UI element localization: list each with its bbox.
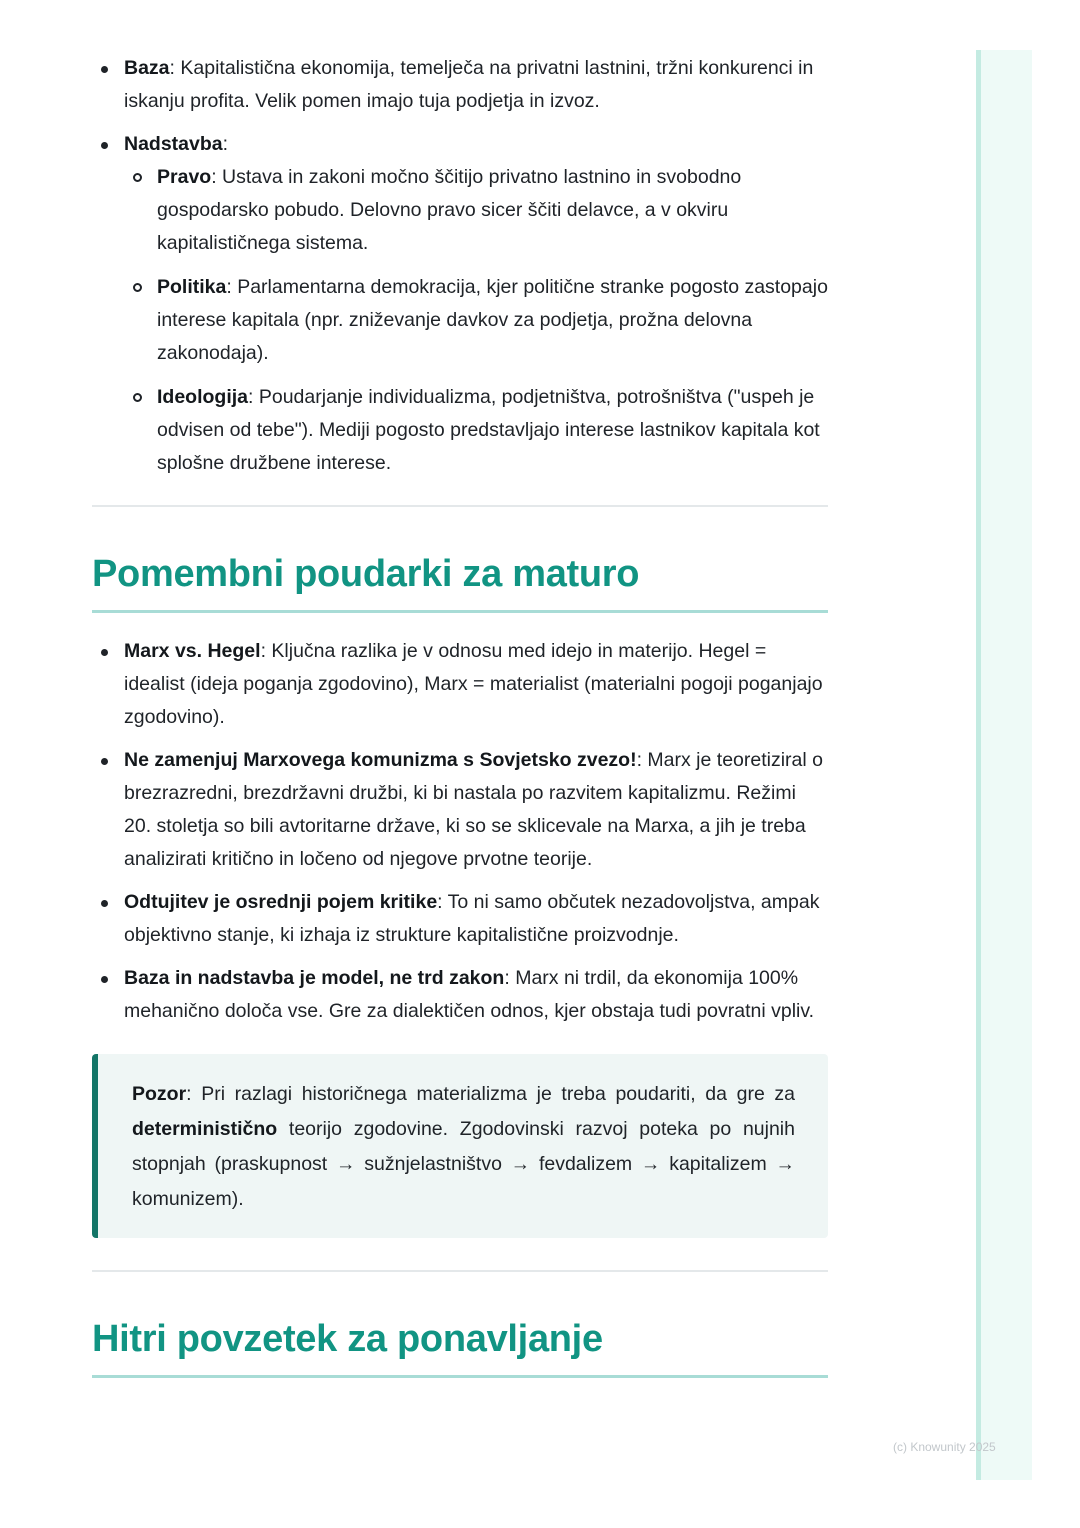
sublist-item bbox=[124, 271, 828, 370]
item-text: : Poudarjanje individualizma, podjetništva, potrošništva ("uspeh je odvisen od tebe"). Mediji pogosto predstavljajo interese lastnikov kapitala kot splošne družbene interese. bbox=[157, 386, 820, 474]
item-text: : Kapitalistična ekonomija, temelječa na privatni lastnini, tržni konkurenci in iskanju profita. Velik pomen imajo tuja podjetja in izvoz. bbox=[124, 57, 814, 112]
side-strip bbox=[976, 50, 1032, 1480]
item-term: Odtujitev je osrednji pojem kritike bbox=[124, 891, 438, 913]
item-term: Nadstavba bbox=[124, 133, 223, 155]
item-text: : Ključna razlika je v odnosu med idejo in materijo. Hegel = idealist (ideja poganja zgodovino), Marx = materialist (materialni pogoji poganjajo zgodovino). bbox=[124, 640, 823, 728]
exam-points-list bbox=[92, 635, 828, 1028]
list-item bbox=[92, 128, 828, 480]
item-term: Ne zamenjuj Marxovega komunizma s Sovjetsko zvezo! bbox=[124, 749, 637, 771]
side-strip-line bbox=[976, 50, 981, 1480]
economy-list bbox=[92, 52, 828, 480]
item-text: : bbox=[222, 133, 229, 155]
item-term: Baza in nadstavba je model, ne trd zakon bbox=[124, 967, 505, 989]
list-item bbox=[92, 744, 828, 876]
item-term: Ideologija bbox=[157, 386, 249, 408]
section-heading: Pomembni poudarki za maturo bbox=[92, 553, 828, 613]
superstructure-sublist bbox=[124, 161, 828, 480]
sublist-item bbox=[124, 161, 828, 260]
list-item bbox=[92, 52, 828, 118]
warning-callout bbox=[92, 1054, 828, 1238]
section-divider bbox=[92, 1270, 828, 1272]
callout-emphasis: deterministično bbox=[132, 1118, 278, 1140]
item-text: : Ustava in zakoni močno ščitijo privatno lastnino in svobodno gospodarsko pobudo. Delovno pravo sicer ščiti delavce, a v okviru kapitalističnega sistema. bbox=[157, 166, 742, 254]
document-content bbox=[92, 52, 828, 1378]
section-heading: Hitri povzetek za ponavljanje bbox=[92, 1318, 828, 1378]
item-text: : Marx je teoretiziral o brezrazredni, brezdržavni družbi, ki bi nastala po razvitem kapitalizmu. Režimi 20. stoletja so bili avtoritarne države, ki so se sklicevale na Marxa, a jih je treba analizirati kritično in ločeno od njegove prvotne teorije. bbox=[124, 749, 823, 870]
callout-text: : Pri razlagi historičnega materializma je treba poudariti, da gre za bbox=[186, 1083, 795, 1105]
item-term: Pravo bbox=[157, 166, 212, 188]
item-term: Politika bbox=[157, 276, 227, 298]
sublist-item bbox=[124, 381, 828, 480]
item-text: : Parlamentarna demokracija, kjer politične stranke pogosto zastopajo interese kapitala (npr. zniževanje davkov za podjetja, prožna delovna zakonodaja). bbox=[157, 276, 828, 364]
callout-label: Pozor bbox=[132, 1083, 187, 1105]
item-term: Baza bbox=[124, 57, 170, 79]
list-item bbox=[92, 635, 828, 734]
callout-text: teorijo zgodovine. Zgodovinski razvoj poteka po nujnih stopnjah (praskupnost → sužnjelastništvo → fevdalizem → kapitalizem → komunizem). bbox=[132, 1118, 795, 1210]
list-item bbox=[92, 962, 828, 1028]
list-item bbox=[92, 886, 828, 952]
section-divider bbox=[92, 505, 828, 507]
copyright-watermark: (c) Knowunity 2025 bbox=[893, 1440, 996, 1454]
item-text: : Marx ni trdil, da ekonomija 100% mehanično določa vse. Gre za dialektičen odnos, kjer obstaja tudi povratni vpliv. bbox=[124, 967, 815, 1022]
item-term: Marx vs. Hegel bbox=[124, 640, 261, 662]
item-text: : To ni samo občutek nezadovoljstva, ampak objektivno stanje, ki izhaja iz strukture kapitalistične proizvodnje. bbox=[124, 891, 820, 946]
